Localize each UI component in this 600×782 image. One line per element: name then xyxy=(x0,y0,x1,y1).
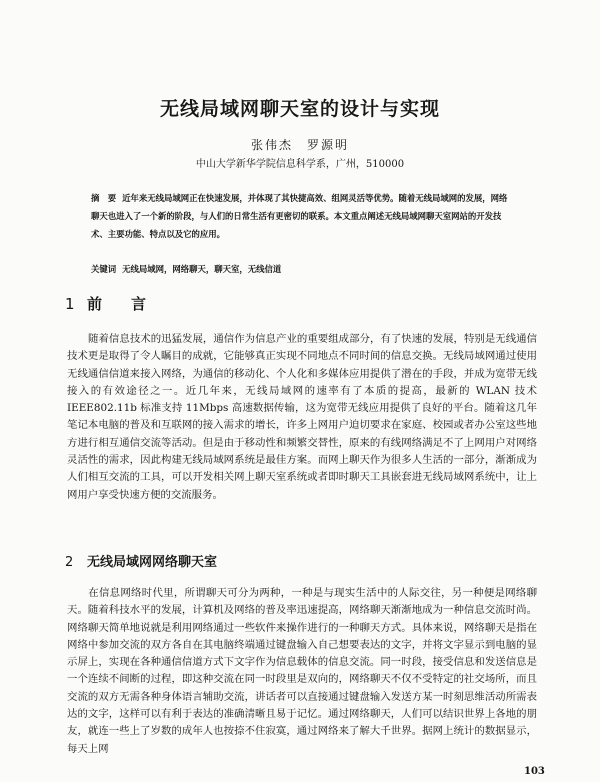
section-1-title: 前 言 xyxy=(87,295,154,313)
authors: 张伟杰 罗源明 xyxy=(250,138,349,152)
section-2-title: 无线局域网网络聊天室 xyxy=(87,555,218,570)
affiliation: 中山大学新华学院信息科学系，广州，510000 xyxy=(195,159,405,170)
section-2-text: 在信息网络时代里，所谓聊天可分为两种，一种是与现实生活中的人际交往，另一种便是网络聊天。随着科技水平的发展，计算机及网络的普及率迅速提高，网络聊天渐渐地成为一种信息交流时尚。网络聊天简单地说就是利用网络通过一些软件来操作进行的一种聊天方式。具体来说，网络聊天是指在网络中参加交流的双方各自在其电脑终端通过键盘输入自己想要表达的文字，并将文字显示到电脑的显示屏上，实现在各种通信信道方式下文字作为信息载体的信息交流。同一时段，接受信息和发送信息是一个连续不间断的过程，即这种交流在同一时段里是双向的，网络聊天不仅不受特定的社交场所，而且交流的双方无需各种身体语言辅助交流，讲话者可以直接通过键盘输入发送方某一时刻思维活动所需表达的文字，这样可以有利于表达的准确清晰且易于记忆。通过网络聊天，人们可以结识世界上各地的朋友，就连一些上了岁数的成年人也按捺不住寂寞，通过网络来了解大千世界。据网上统计的数据显示，每天上网 xyxy=(67,587,537,755)
keywords-label: 关键词 xyxy=(91,264,117,274)
section-2-heading xyxy=(65,551,217,570)
keywords-text: 无线局域网，网络聊天，聊天室，无线信道 xyxy=(122,264,282,274)
section-2-number: 2 xyxy=(65,555,74,570)
abstract xyxy=(91,189,509,243)
page-number: 103 xyxy=(524,766,545,777)
abstract-label: 摘 要 xyxy=(91,193,117,203)
section-1-text: 随着信息技术的迅猛发展，通信作为信息产业的重要组成部分，有了快速的发展，特别是无线通信技术更是取得了令人瞩目的成就，它能够真正实现不同地点不同时间的信息交换。无线局域网通过使用无线通信信道来接入网络，为通信的移动化、个人化和多媒体应用提供了潜在的手段，并成为宽带无线接入的有效途径之一。近几年来，无线局域网的速率有了本质的提高，最新的 WLAN 技术 IEEE802.11b 标准支持 11Mbps 高速数据传输，这为宽带无线应用提供了良好的平台。随着这几年笔记本电脑的普及和互联网的接入需求的增长，许多上网用户迫切要求在家庭、校园或者办公室这些地方进行相互通信交流等活动。但是由于移动性和频繁交替性，原来的有线网络满足不了上网用户对网络灵活性的需求，因此构建无线局域网系统是最佳方案。而网上聊天作为很多人生活的一部分，渐渐成为人们相互交流的工具，可以开发相关网上聊天室系统或者即时聊天工具嵌套进无线局域网系统中，让上网用户享受快速方便的交流服务。 xyxy=(67,333,537,501)
section-2-body xyxy=(67,585,537,758)
paper-title: 无线局域网聊天室的设计与实现 xyxy=(159,98,440,120)
keywords xyxy=(91,262,509,276)
section-1-number: 1 xyxy=(65,295,75,313)
section-1-body xyxy=(67,331,537,504)
abstract-text: 近年来无线局域网正在快速发展，并体现了其快捷高效、组网灵活等优势。随着无线局域网的发展，网络聊天也进入了一个新的阶段，与人们的日常生活有更密切的联系。本文重点阐述无线局域网聊天室网站的开发技术、主要功能、特点以及它的应用。 xyxy=(91,193,508,239)
section-1-heading xyxy=(65,293,153,314)
